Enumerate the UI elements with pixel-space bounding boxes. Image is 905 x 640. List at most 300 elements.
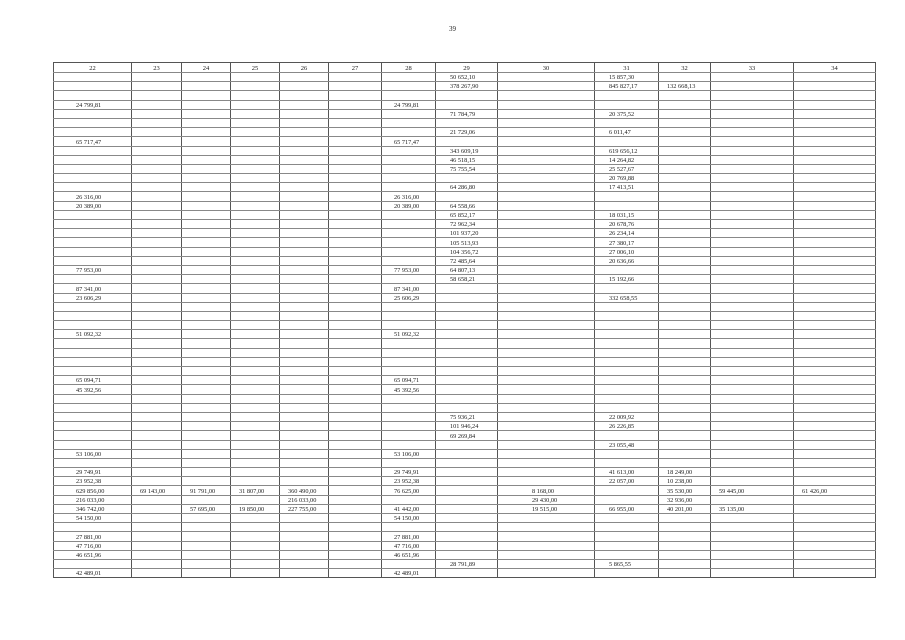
table-cell bbox=[280, 311, 329, 320]
table-cell bbox=[711, 229, 794, 238]
table-cell bbox=[231, 192, 280, 201]
table-cell bbox=[54, 238, 132, 247]
table-cell bbox=[498, 91, 595, 100]
table-cell bbox=[132, 146, 182, 155]
table-cell bbox=[382, 523, 436, 532]
table-cell bbox=[659, 247, 711, 256]
table-cell bbox=[711, 449, 794, 458]
table-cell bbox=[182, 367, 231, 376]
table-cell bbox=[498, 238, 595, 247]
table-cell bbox=[132, 559, 182, 568]
table-cell bbox=[182, 330, 231, 339]
table-cell bbox=[329, 128, 382, 137]
table-cell bbox=[595, 348, 659, 357]
table-cell bbox=[436, 339, 498, 348]
table-cell bbox=[711, 422, 794, 431]
table-cell bbox=[498, 321, 595, 330]
table-cell: 378 267,90 bbox=[436, 82, 498, 91]
table-row bbox=[54, 137, 876, 146]
table-cell bbox=[329, 330, 382, 339]
table-row bbox=[54, 449, 876, 458]
table-cell: 46 518,15 bbox=[436, 155, 498, 164]
table-cell bbox=[280, 220, 329, 229]
table-cell bbox=[794, 367, 876, 376]
table-cell bbox=[711, 468, 794, 477]
table-cell: 29 430,00 bbox=[498, 495, 595, 504]
table-cell bbox=[711, 495, 794, 504]
table-cell bbox=[231, 495, 280, 504]
table-cell bbox=[436, 468, 498, 477]
table-cell: 20 636,66 bbox=[595, 256, 659, 265]
table-cell bbox=[329, 367, 382, 376]
table-cell: 23 606,29 bbox=[54, 293, 132, 302]
table-cell: 57 695,00 bbox=[182, 504, 231, 513]
table-cell bbox=[382, 495, 436, 504]
table-cell bbox=[280, 559, 329, 568]
table-cell bbox=[280, 541, 329, 550]
table-cell bbox=[231, 311, 280, 320]
table-cell bbox=[280, 367, 329, 376]
table-cell: 20 678,76 bbox=[595, 220, 659, 229]
table-cell bbox=[280, 468, 329, 477]
table-cell bbox=[498, 449, 595, 458]
table-cell bbox=[382, 128, 436, 137]
table-cell bbox=[280, 385, 329, 394]
table-cell bbox=[54, 155, 132, 164]
table-cell bbox=[436, 284, 498, 293]
table-cell bbox=[436, 357, 498, 366]
table-cell bbox=[711, 559, 794, 568]
table-cell bbox=[382, 559, 436, 568]
table-cell bbox=[54, 146, 132, 155]
table-cell bbox=[498, 275, 595, 284]
table-cell bbox=[794, 247, 876, 256]
table-row bbox=[54, 293, 876, 302]
table-cell: 27 006,10 bbox=[595, 247, 659, 256]
table-cell bbox=[711, 100, 794, 109]
table-cell bbox=[794, 311, 876, 320]
table-cell bbox=[659, 385, 711, 394]
table-cell bbox=[182, 137, 231, 146]
table-cell bbox=[711, 293, 794, 302]
table-cell bbox=[382, 220, 436, 229]
table-cell: 40 201,00 bbox=[659, 504, 711, 513]
table-cell: 24 799,81 bbox=[54, 100, 132, 109]
table-cell bbox=[794, 238, 876, 247]
table-cell bbox=[659, 174, 711, 183]
table-cell bbox=[659, 523, 711, 532]
table-row bbox=[54, 256, 876, 265]
table-cell bbox=[280, 229, 329, 238]
table-cell bbox=[498, 376, 595, 385]
table-cell bbox=[436, 495, 498, 504]
table-cell bbox=[794, 514, 876, 523]
table-cell: 72 485,64 bbox=[436, 256, 498, 265]
table-cell: 101 937,20 bbox=[436, 229, 498, 238]
table-cell bbox=[595, 321, 659, 330]
table-cell bbox=[231, 174, 280, 183]
table-cell bbox=[182, 82, 231, 91]
table-cell bbox=[280, 458, 329, 467]
table-cell bbox=[498, 220, 595, 229]
column-header: 34 bbox=[794, 63, 876, 73]
table-cell bbox=[711, 394, 794, 403]
table-cell bbox=[659, 412, 711, 421]
table-cell bbox=[436, 458, 498, 467]
table-cell bbox=[54, 367, 132, 376]
table-cell bbox=[132, 265, 182, 274]
table-row bbox=[54, 412, 876, 421]
table-cell bbox=[382, 357, 436, 366]
table-cell bbox=[659, 128, 711, 137]
table-cell bbox=[794, 468, 876, 477]
table-cell bbox=[132, 128, 182, 137]
table-cell bbox=[280, 100, 329, 109]
table-cell: 15 192,66 bbox=[595, 275, 659, 284]
table-row bbox=[54, 128, 876, 137]
table-cell bbox=[436, 367, 498, 376]
table-cell: 5 865,55 bbox=[595, 559, 659, 568]
table-cell bbox=[595, 532, 659, 541]
table-cell bbox=[329, 412, 382, 421]
table-cell bbox=[231, 422, 280, 431]
table-cell: 59 445,00 bbox=[711, 486, 794, 495]
table-row bbox=[54, 504, 876, 513]
table-cell bbox=[132, 293, 182, 302]
table-cell: 15 857,30 bbox=[595, 73, 659, 82]
table-cell bbox=[382, 183, 436, 192]
table-cell bbox=[436, 118, 498, 127]
table-cell: 28 791,89 bbox=[436, 559, 498, 568]
table-cell bbox=[498, 431, 595, 440]
table-cell: 35 135,00 bbox=[711, 504, 794, 513]
table-cell bbox=[711, 192, 794, 201]
table-cell bbox=[280, 302, 329, 311]
table-cell bbox=[498, 265, 595, 274]
table-cell bbox=[659, 293, 711, 302]
table-cell bbox=[498, 477, 595, 486]
table-cell: 46 651,96 bbox=[382, 550, 436, 559]
table-cell bbox=[711, 339, 794, 348]
table-cell: 105 513,93 bbox=[436, 238, 498, 247]
table-cell bbox=[794, 412, 876, 421]
table-cell: 29 749,91 bbox=[54, 468, 132, 477]
table-cell bbox=[436, 91, 498, 100]
table-cell bbox=[329, 118, 382, 127]
table-cell bbox=[711, 550, 794, 559]
table-cell bbox=[132, 504, 182, 513]
table-cell: 53 106,00 bbox=[54, 449, 132, 458]
table-cell bbox=[436, 376, 498, 385]
table-cell bbox=[498, 458, 595, 467]
table-row bbox=[54, 164, 876, 173]
table-cell bbox=[280, 256, 329, 265]
table-cell bbox=[231, 431, 280, 440]
table-cell bbox=[54, 403, 132, 412]
table-cell bbox=[132, 220, 182, 229]
table-cell bbox=[280, 73, 329, 82]
table-cell bbox=[794, 523, 876, 532]
table-row bbox=[54, 357, 876, 366]
table-cell bbox=[231, 256, 280, 265]
table-cell bbox=[498, 82, 595, 91]
table-cell bbox=[280, 183, 329, 192]
table-cell bbox=[329, 256, 382, 265]
table-cell bbox=[498, 174, 595, 183]
table-cell bbox=[498, 192, 595, 201]
table-cell bbox=[498, 155, 595, 164]
table-row bbox=[54, 118, 876, 127]
table-cell bbox=[132, 155, 182, 164]
table-cell bbox=[436, 348, 498, 357]
table-cell bbox=[382, 210, 436, 219]
table-cell bbox=[595, 118, 659, 127]
table-cell: 845 827,17 bbox=[595, 82, 659, 91]
table-row bbox=[54, 367, 876, 376]
table-cell bbox=[659, 118, 711, 127]
table-row bbox=[54, 458, 876, 467]
table-cell bbox=[182, 302, 231, 311]
table-cell bbox=[132, 458, 182, 467]
table-row bbox=[54, 210, 876, 219]
table-cell bbox=[659, 155, 711, 164]
table-cell: 75 936,21 bbox=[436, 412, 498, 421]
table-cell bbox=[182, 210, 231, 219]
table-cell bbox=[794, 541, 876, 550]
table-cell bbox=[436, 477, 498, 486]
table-cell bbox=[794, 376, 876, 385]
table-cell bbox=[329, 504, 382, 513]
table-cell bbox=[382, 440, 436, 449]
table-cell bbox=[436, 385, 498, 394]
table-cell bbox=[54, 82, 132, 91]
table-cell bbox=[329, 495, 382, 504]
table-cell bbox=[711, 174, 794, 183]
table-cell bbox=[498, 440, 595, 449]
table-cell bbox=[329, 91, 382, 100]
table-cell bbox=[436, 293, 498, 302]
table-cell bbox=[329, 569, 382, 578]
table-cell bbox=[436, 311, 498, 320]
table-cell bbox=[231, 164, 280, 173]
table-cell bbox=[659, 256, 711, 265]
table-cell bbox=[231, 468, 280, 477]
table-cell bbox=[54, 174, 132, 183]
table-cell bbox=[182, 559, 231, 568]
table-cell bbox=[54, 256, 132, 265]
table-cell: 77 953,00 bbox=[54, 265, 132, 274]
table-cell: 41 613,00 bbox=[595, 468, 659, 477]
table-cell bbox=[231, 550, 280, 559]
table-cell: 360 490,00 bbox=[280, 486, 329, 495]
table-cell bbox=[182, 357, 231, 366]
table-cell bbox=[132, 532, 182, 541]
table-cell bbox=[711, 183, 794, 192]
table-cell bbox=[231, 183, 280, 192]
table-cell bbox=[329, 247, 382, 256]
table-cell bbox=[595, 367, 659, 376]
table-cell bbox=[231, 367, 280, 376]
column-header: 32 bbox=[659, 63, 711, 73]
table-cell bbox=[231, 302, 280, 311]
table-row bbox=[54, 468, 876, 477]
table-cell bbox=[382, 403, 436, 412]
table-cell bbox=[329, 394, 382, 403]
table-cell bbox=[498, 348, 595, 357]
table-cell bbox=[498, 229, 595, 238]
table-cell bbox=[794, 477, 876, 486]
table-cell bbox=[231, 339, 280, 348]
table-cell bbox=[132, 468, 182, 477]
table-cell bbox=[231, 403, 280, 412]
table-cell bbox=[711, 321, 794, 330]
table-row bbox=[54, 220, 876, 229]
table-cell bbox=[132, 311, 182, 320]
table-cell bbox=[794, 174, 876, 183]
table-cell bbox=[711, 128, 794, 137]
table-cell: 64 286,80 bbox=[436, 183, 498, 192]
table-row bbox=[54, 477, 876, 486]
table-cell bbox=[711, 311, 794, 320]
table-cell bbox=[231, 357, 280, 366]
table-cell bbox=[231, 146, 280, 155]
table-cell bbox=[329, 183, 382, 192]
table-cell bbox=[498, 183, 595, 192]
table-cell bbox=[595, 403, 659, 412]
table-cell: 20 389,00 bbox=[54, 201, 132, 210]
table-cell bbox=[329, 192, 382, 201]
table-cell bbox=[711, 73, 794, 82]
table-cell bbox=[498, 210, 595, 219]
table-cell: 77 953,00 bbox=[382, 265, 436, 274]
table-cell bbox=[280, 91, 329, 100]
table-cell: 45 392,56 bbox=[54, 385, 132, 394]
table-cell bbox=[231, 118, 280, 127]
table-cell bbox=[794, 302, 876, 311]
table-cell bbox=[231, 247, 280, 256]
table-cell bbox=[659, 541, 711, 550]
table-cell bbox=[329, 238, 382, 247]
table-cell bbox=[711, 477, 794, 486]
table-cell bbox=[498, 247, 595, 256]
table-cell bbox=[382, 174, 436, 183]
table-cell bbox=[132, 523, 182, 532]
table-cell bbox=[280, 137, 329, 146]
table-cell bbox=[794, 137, 876, 146]
table-cell: 26 316,00 bbox=[382, 192, 436, 201]
table-cell bbox=[595, 550, 659, 559]
table-cell bbox=[182, 146, 231, 155]
table-cell bbox=[329, 265, 382, 274]
table-cell bbox=[182, 183, 231, 192]
table-cell bbox=[132, 284, 182, 293]
table-cell bbox=[794, 321, 876, 330]
table-cell bbox=[280, 238, 329, 247]
table-cell bbox=[436, 504, 498, 513]
table-cell bbox=[54, 247, 132, 256]
table-cell bbox=[280, 477, 329, 486]
table-cell: 23 952,38 bbox=[382, 477, 436, 486]
table-cell bbox=[711, 431, 794, 440]
table-cell: 17 413,51 bbox=[595, 183, 659, 192]
column-header: 33 bbox=[711, 63, 794, 73]
table-cell bbox=[595, 449, 659, 458]
table-cell bbox=[436, 449, 498, 458]
table-cell bbox=[329, 201, 382, 210]
table-cell bbox=[132, 339, 182, 348]
table-cell bbox=[711, 146, 794, 155]
table-cell bbox=[498, 367, 595, 376]
table-cell bbox=[794, 422, 876, 431]
table-cell bbox=[595, 265, 659, 274]
column-header: 26 bbox=[280, 63, 329, 73]
table-cell bbox=[54, 229, 132, 238]
table-cell: 18 249,00 bbox=[659, 468, 711, 477]
table-cell bbox=[329, 302, 382, 311]
table-cell bbox=[280, 376, 329, 385]
table-cell bbox=[280, 192, 329, 201]
table-cell: 24 799,81 bbox=[382, 100, 436, 109]
table-cell bbox=[794, 109, 876, 118]
table-cell: 19 515,00 bbox=[498, 504, 595, 513]
table-cell bbox=[132, 569, 182, 578]
table-cell bbox=[382, 238, 436, 247]
table-cell bbox=[231, 394, 280, 403]
table-cell: 54 150,00 bbox=[382, 514, 436, 523]
table-cell bbox=[132, 431, 182, 440]
table-cell bbox=[280, 164, 329, 173]
table-row bbox=[54, 82, 876, 91]
table-cell bbox=[329, 229, 382, 238]
column-header: 29 bbox=[436, 63, 498, 73]
table-cell bbox=[595, 486, 659, 495]
column-header: 30 bbox=[498, 63, 595, 73]
table-cell bbox=[132, 238, 182, 247]
table-cell bbox=[794, 431, 876, 440]
table-cell bbox=[382, 91, 436, 100]
table-cell bbox=[182, 523, 231, 532]
table-cell bbox=[132, 118, 182, 127]
table-cell bbox=[711, 82, 794, 91]
table-row bbox=[54, 174, 876, 183]
table-cell bbox=[132, 440, 182, 449]
table-cell bbox=[231, 541, 280, 550]
table-row bbox=[54, 284, 876, 293]
table-cell bbox=[280, 118, 329, 127]
table-cell bbox=[794, 118, 876, 127]
table-cell bbox=[794, 458, 876, 467]
table-cell bbox=[280, 412, 329, 421]
table-cell bbox=[794, 192, 876, 201]
table-cell bbox=[182, 293, 231, 302]
table-row bbox=[54, 403, 876, 412]
table-cell bbox=[794, 284, 876, 293]
table-cell bbox=[231, 91, 280, 100]
table-cell bbox=[659, 164, 711, 173]
table-cell bbox=[280, 330, 329, 339]
table-cell: 21 729,06 bbox=[436, 128, 498, 137]
table-cell bbox=[659, 265, 711, 274]
table-cell: 227 755,00 bbox=[280, 504, 329, 513]
table-cell bbox=[231, 210, 280, 219]
table-cell bbox=[231, 523, 280, 532]
table-row bbox=[54, 155, 876, 164]
table-cell bbox=[329, 514, 382, 523]
table-cell bbox=[329, 431, 382, 440]
table-cell bbox=[329, 559, 382, 568]
table-cell bbox=[382, 275, 436, 284]
table-cell: 346 742,00 bbox=[54, 504, 132, 513]
